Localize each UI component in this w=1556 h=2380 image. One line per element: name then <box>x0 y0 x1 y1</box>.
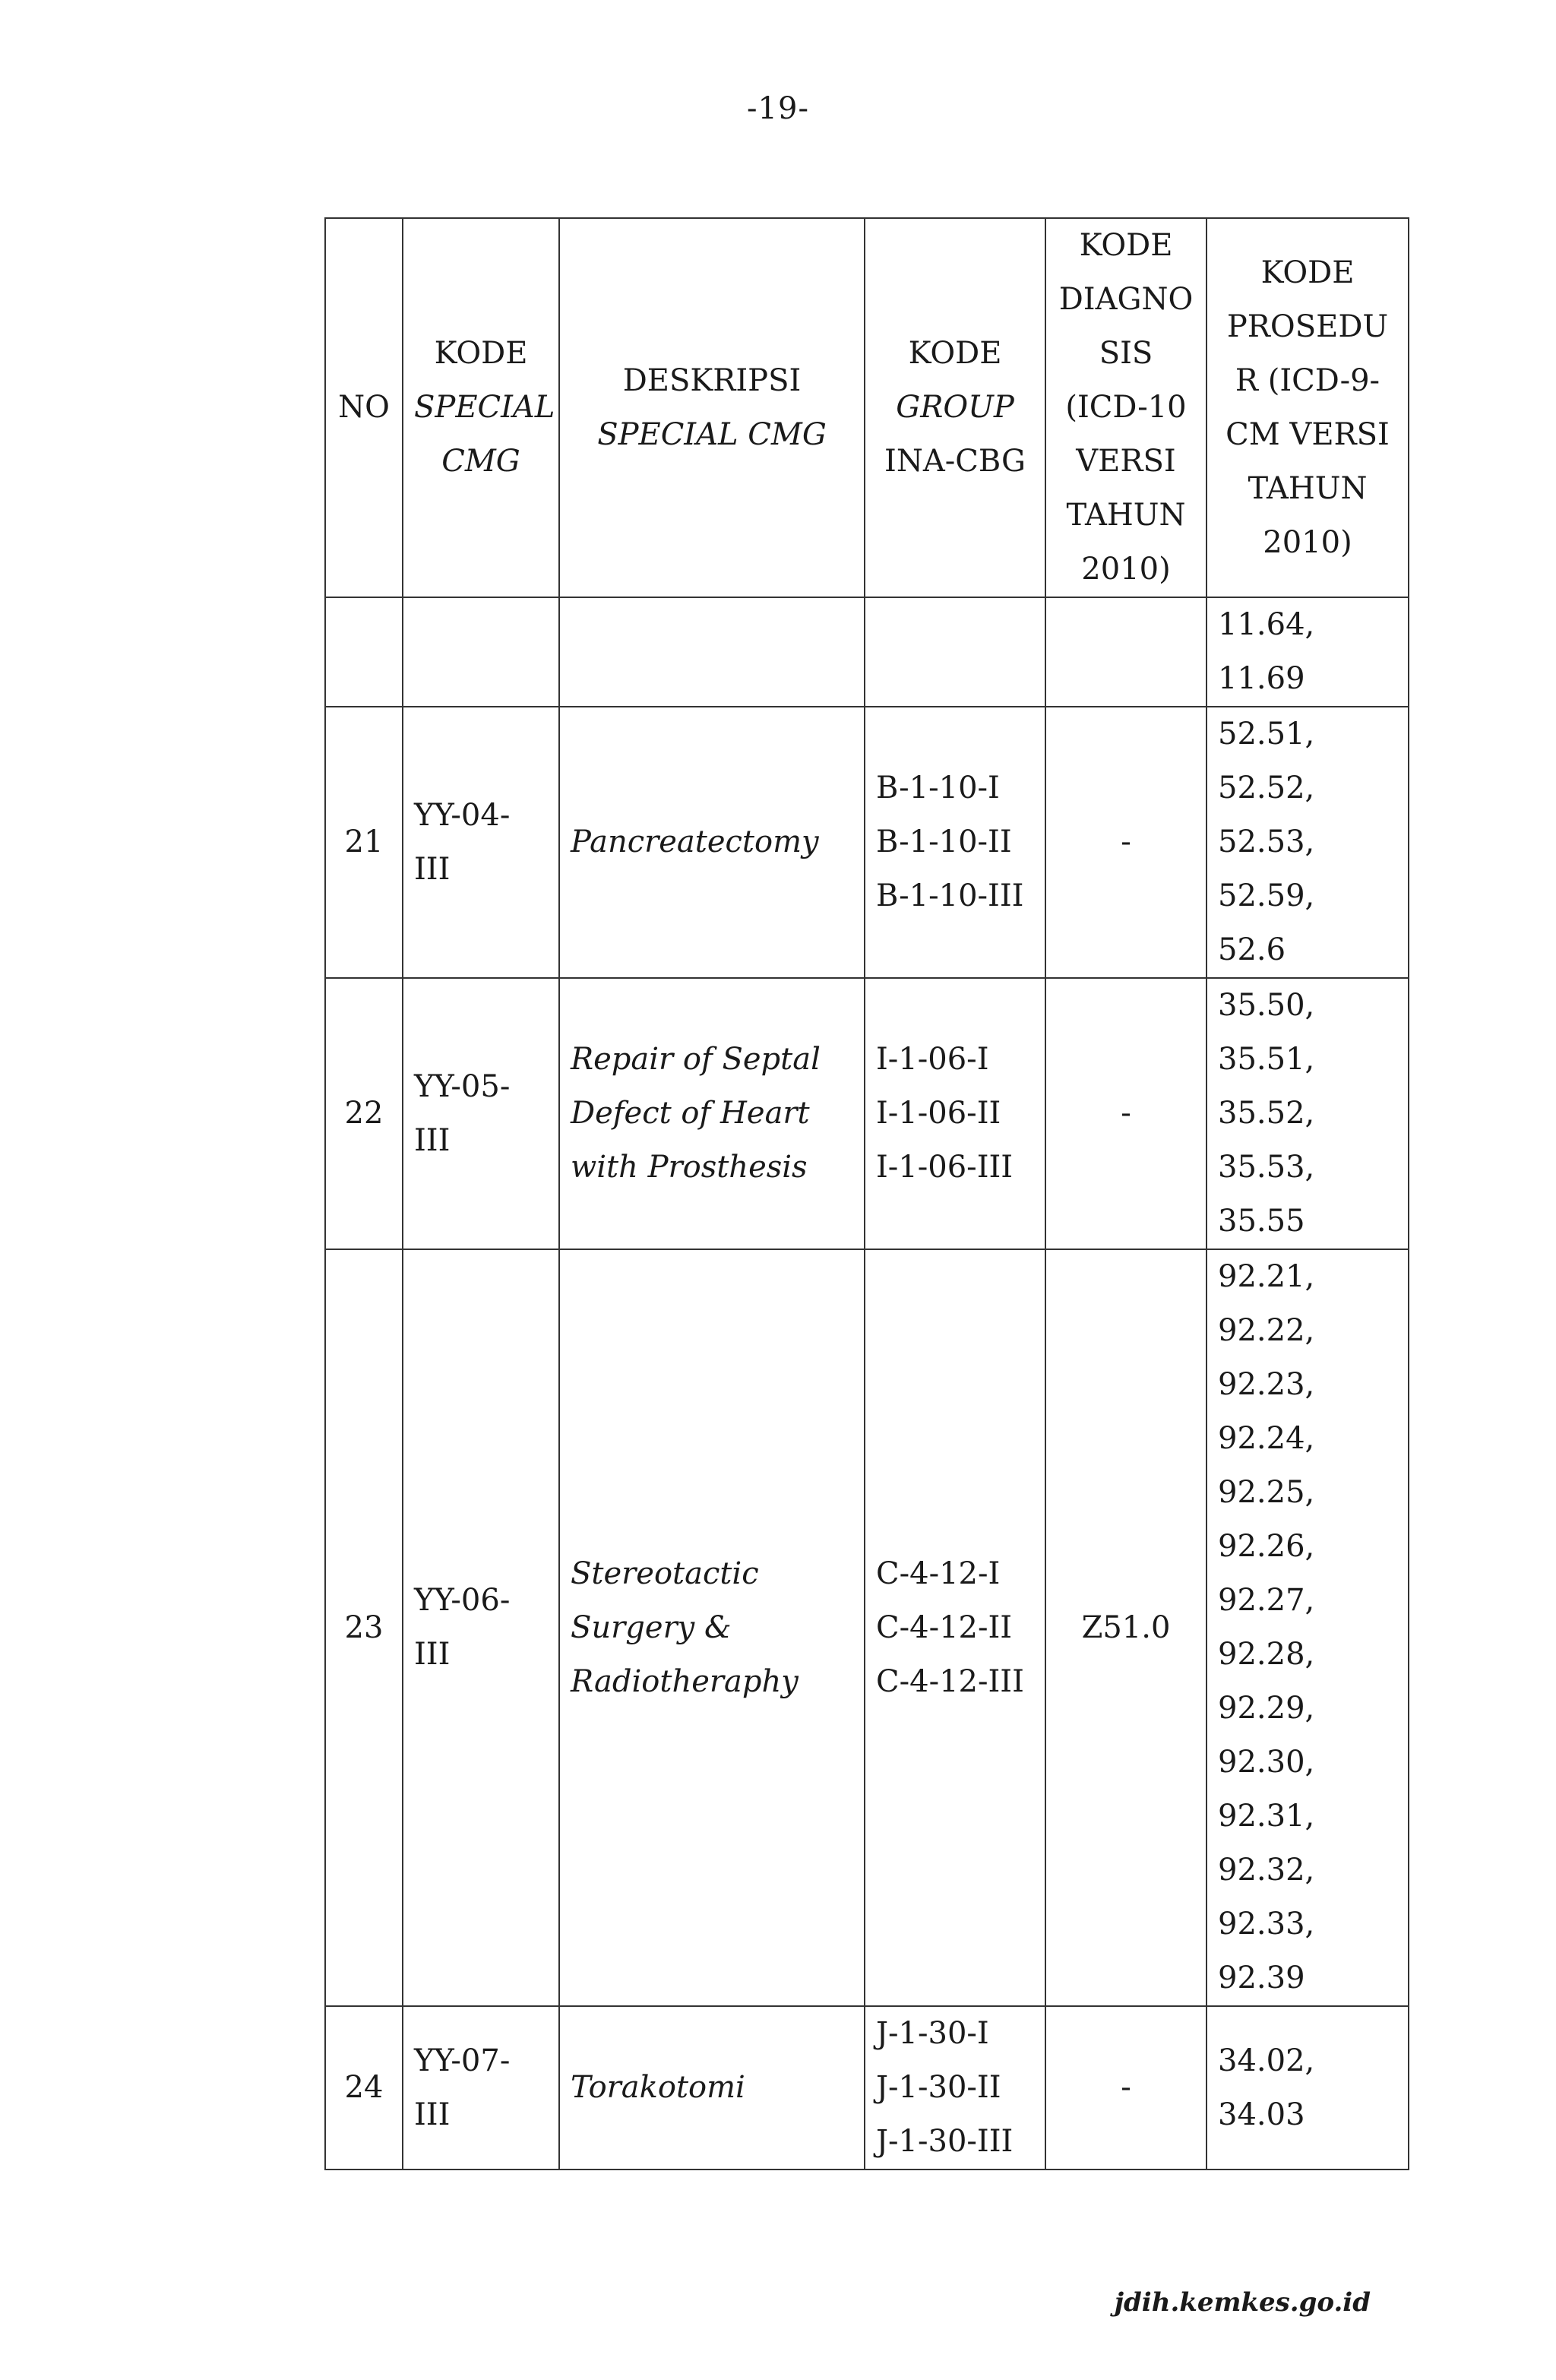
cell-diagnosis: - <box>1045 2006 1207 2170</box>
cell-line: 92.22, <box>1218 1313 1315 1348</box>
header-text: VERSI <box>1076 444 1176 479</box>
header-text: DESKRIPSI <box>622 362 802 398</box>
cell-kode <box>403 597 559 707</box>
cell-line: C-4-12-II <box>876 1609 1013 1645</box>
header-text: KODE <box>1079 228 1173 263</box>
cell-deskripsi <box>559 597 865 707</box>
table-row <box>325 1249 1409 2006</box>
header-kode-group <box>865 218 1045 597</box>
cell-line: B-1-10-III <box>876 878 1024 913</box>
cell-line: 92.27, <box>1218 1583 1315 1618</box>
cell-group <box>865 1249 1045 2006</box>
cell-line: I-1-06-III <box>876 1150 1014 1185</box>
header-text: CM VERSI <box>1226 416 1390 452</box>
cell-line: C-4-12-III <box>876 1663 1024 1699</box>
cell-line: 52.59, <box>1218 878 1315 913</box>
cell-line: J-1-30-II <box>876 2070 1001 2105</box>
cell-line: 11.69 <box>1218 661 1305 696</box>
special-cmg-table <box>324 217 1409 2170</box>
header-text: TAHUN <box>1066 498 1186 533</box>
cell-no: 21 <box>325 707 403 978</box>
cell-kode <box>403 2006 559 2170</box>
header-text: KODE <box>1260 255 1355 290</box>
header-text: CMG <box>441 444 520 479</box>
table-row <box>325 978 1409 1249</box>
cell-kode <box>403 978 559 1249</box>
cell-line: III <box>414 1122 451 1158</box>
cell-line: 52.6 <box>1218 932 1286 967</box>
cell-line: 92.21, <box>1218 1259 1315 1294</box>
cell-line: I-1-06-I <box>876 1042 989 1077</box>
header-deskripsi <box>559 218 865 597</box>
cell-kode <box>403 1249 559 2006</box>
cell-no: 23 <box>325 1249 403 2006</box>
cell-line: III <box>414 2097 451 2132</box>
cell-line: J-1-30-I <box>876 2016 989 2051</box>
header-text: R (ICD-9- <box>1235 362 1380 398</box>
cell-line: 52.53, <box>1218 824 1315 859</box>
header-text: SIS <box>1099 336 1153 371</box>
cell-prosedur <box>1207 2006 1409 2170</box>
cell-no: 22 <box>325 978 403 1249</box>
cell-line: 92.30, <box>1218 1745 1315 1780</box>
cell-prosedur <box>1207 978 1409 1249</box>
cell-line: 52.52, <box>1218 771 1315 805</box>
cell-diagnosis <box>1045 597 1207 707</box>
cell-line: 92.28, <box>1218 1637 1315 1672</box>
cell-no <box>325 597 403 707</box>
cell-line: 35.50, <box>1218 988 1315 1023</box>
header-text: KODE <box>434 336 528 371</box>
header-text: SPECIAL <box>414 390 555 425</box>
cell-group <box>865 978 1045 1249</box>
cell-line: 52.51, <box>1218 717 1315 752</box>
cell-group <box>865 2006 1045 2170</box>
cell-line: 92.25, <box>1218 1475 1315 1510</box>
header-text: KODE <box>908 336 1002 371</box>
cell-line: C-4-12-I <box>876 1556 1001 1591</box>
cell-deskripsi <box>559 707 865 978</box>
cell-line: 34.03 <box>1218 2097 1305 2132</box>
cell-group <box>865 707 1045 978</box>
cell-diagnosis: - <box>1045 707 1207 978</box>
cell-kode <box>403 707 559 978</box>
header-text: INA-CBG <box>884 444 1026 479</box>
cell-line: Stereotactic <box>571 1556 759 1591</box>
header-kode-diagnosis <box>1045 218 1207 597</box>
page-number: -19- <box>747 91 809 126</box>
cell-line: 35.55 <box>1218 1204 1305 1239</box>
cell-line: YY-06- <box>414 1583 511 1618</box>
cell-line: 92.39 <box>1218 1961 1305 1995</box>
cell-line: 35.52, <box>1218 1096 1315 1131</box>
header-no: NO <box>325 218 403 597</box>
cell-line: 34.02, <box>1218 2043 1315 2078</box>
header-text: 2010) <box>1263 524 1352 560</box>
cell-line: YY-04- <box>414 797 511 833</box>
header-text: DIAGNO <box>1058 282 1194 317</box>
cell-line: YY-05- <box>414 1068 511 1104</box>
header-kode-special <box>403 218 559 597</box>
cell-diagnosis: Z51.0 <box>1045 1249 1207 2006</box>
cell-line: 11.64, <box>1218 607 1315 642</box>
cell-deskripsi <box>559 2006 865 2170</box>
cell-no: 24 <box>325 2006 403 2170</box>
cell-line: with Prosthesis <box>571 1150 808 1185</box>
cell-deskripsi <box>559 1249 865 2006</box>
cell-line: Surgery & <box>571 1609 732 1645</box>
cell-line: 35.53, <box>1218 1150 1315 1185</box>
cell-line: Repair of Septal <box>571 1042 821 1077</box>
header-text: GROUP <box>896 390 1014 425</box>
cell-line: 35.51, <box>1218 1042 1315 1077</box>
cell-prosedur <box>1207 707 1409 978</box>
cell-line: 92.24, <box>1218 1421 1315 1456</box>
cell-line: 92.29, <box>1218 1691 1315 1726</box>
table-row <box>325 707 1409 978</box>
header-text: TAHUN <box>1248 470 1368 506</box>
cell-line: B-1-10-II <box>876 824 1012 859</box>
cell-line: 92.26, <box>1218 1529 1315 1564</box>
header-text: (ICD-10 <box>1065 390 1187 425</box>
cell-line: Pancreatectomy <box>571 824 819 859</box>
cell-prosedur <box>1207 1249 1409 2006</box>
cell-line: 92.23, <box>1218 1367 1315 1402</box>
cell-deskripsi <box>559 978 865 1249</box>
header-kode-prosedur <box>1207 218 1409 597</box>
cell-line: Radiotheraphy <box>571 1663 799 1699</box>
cell-line: 92.31, <box>1218 1799 1315 1834</box>
table-row <box>325 2006 1409 2170</box>
cell-group <box>865 597 1045 707</box>
header-text: PROSEDU <box>1226 309 1389 344</box>
cell-line: YY-07- <box>414 2043 511 2078</box>
cell-prosedur <box>1207 597 1409 707</box>
cell-diagnosis: - <box>1045 978 1207 1249</box>
footer-source: jdih.kemkes.go.id <box>1114 2287 1371 2318</box>
header-text: SPECIAL CMG <box>597 416 827 452</box>
cell-line: 92.32, <box>1218 1853 1315 1888</box>
table-row-continuation <box>325 597 1409 707</box>
cell-line: B-1-10-I <box>876 771 1000 805</box>
cell-line: Torakotomi <box>571 2070 745 2105</box>
cell-line: I-1-06-II <box>876 1096 1001 1131</box>
cell-line: III <box>414 851 451 887</box>
cell-line: III <box>414 1637 451 1672</box>
cell-line: 92.33, <box>1218 1907 1315 1942</box>
cell-line: J-1-30-III <box>876 2124 1014 2159</box>
header-text: 2010) <box>1081 552 1171 587</box>
cell-line: Defect of Heart <box>571 1096 810 1131</box>
table-header-row <box>325 218 1409 597</box>
